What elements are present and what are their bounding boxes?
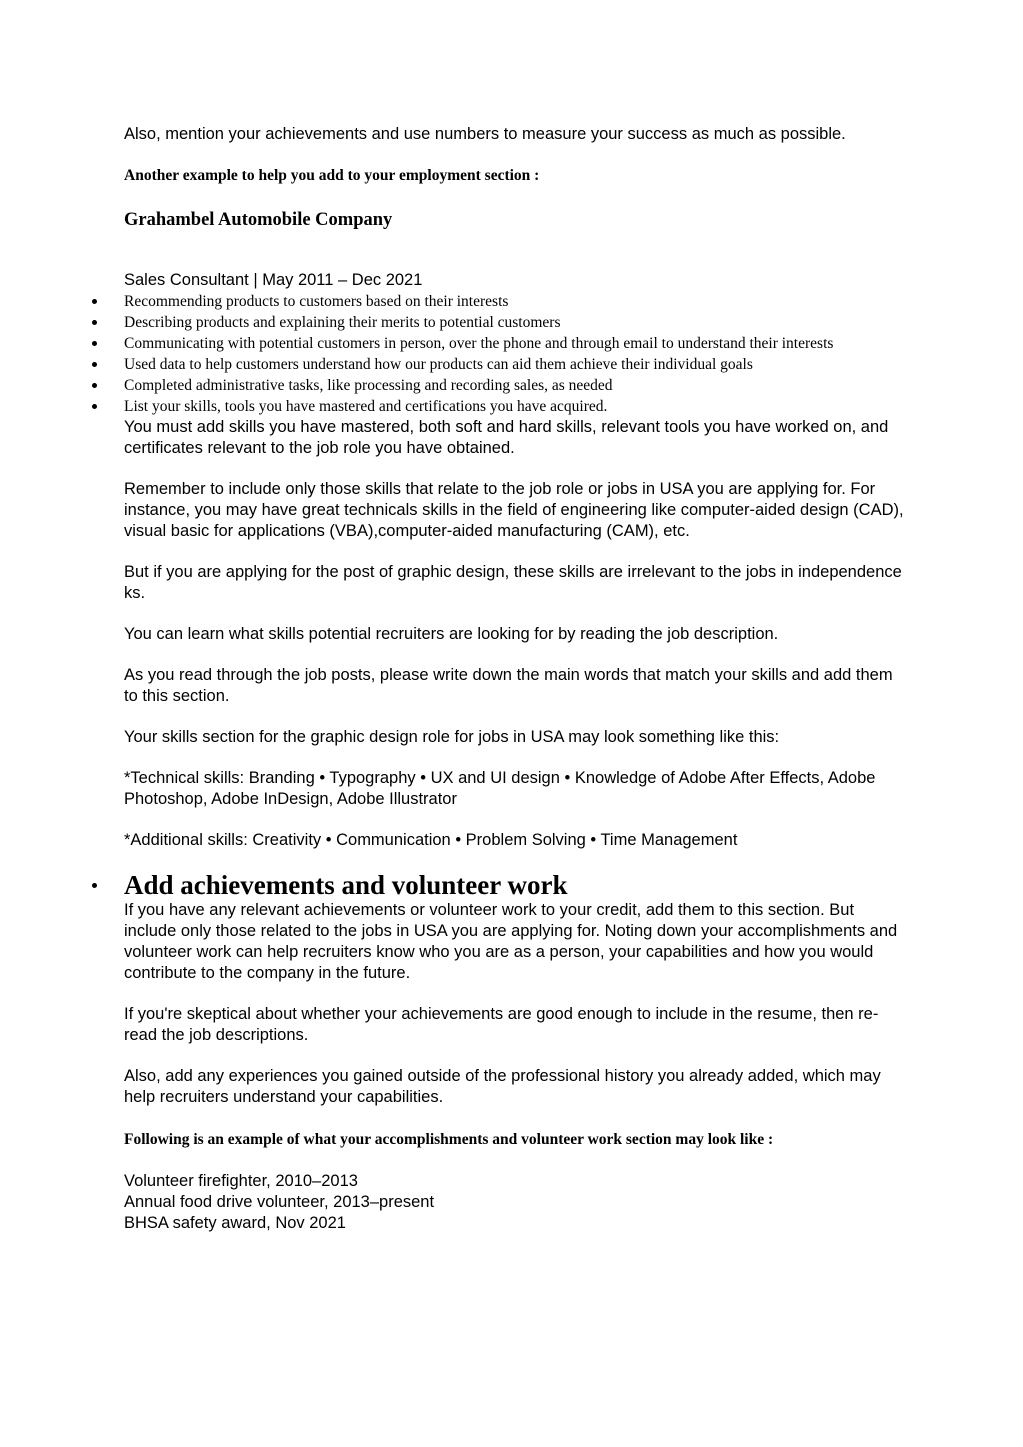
bullet-icon [92,404,97,409]
list-item: List your skills, tools you have mastered and certifications you have acquired. [124,396,904,417]
list-item: Completed administrative tasks, like processing and recording sales, as needed [124,375,904,396]
accomplishments-example-heading: Following is an example of what your accomplishments and volunteer work section may look like : [124,1131,774,1148]
duties-list [124,291,904,417]
bullet-icon [92,383,97,388]
achievements-heading: Add achievements and volunteer work [124,870,904,900]
skills-paragraph: Remember to include only those skills that relate to the job role or jobs in USA you are applying for. For instance, you may have great technicals skills in the field of engineering like computer-aided design (CAD), visual basic for applications (VBA),computer-aided manufacturing (CAM), etc. [124,480,904,540]
list-item: Volunteer firefighter, 2010–2013 [124,1172,358,1190]
list-item: Recommending products to customers based on their interests [124,291,904,312]
role-line: Sales Consultant | May 2011 – Dec 2021 [124,271,423,289]
company-name: Grahambel Automobile Company [124,210,393,230]
skills-paragraph: As you read through the job posts, please write down the main words that match your skills and add them to this section. [124,666,893,705]
list-item: Communicating with potential customers in person, over the phone and through email to understand their interests [124,333,904,354]
achievements-paragraph: Also, add any experiences you gained outside of the professional history you already added, which may help recruiters understand your capabilities. [124,1067,881,1106]
bullet-icon [92,883,97,888]
document-page [124,124,904,1234]
bullet-icon [92,320,97,325]
list-item: Used data to help customers understand how our products can aid them achieve their individual goals [124,354,904,375]
list-item: BHSA safety award, Nov 2021 [124,1214,346,1232]
additional-skills: *Additional skills: Creativity • Communication • Problem Solving • Time Management [124,831,738,849]
skills-paragraph: Your skills section for the graphic design role for jobs in USA may look something like this: [124,728,780,746]
achievements-paragraph: If you have any relevant achievements or volunteer work to your credit, add them to this section. But include only those related to the jobs in USA you are applying for. Noting down your accomplishments and volunteer work can help recruiters know who you are as a person, your capabilities and how you would contribute to the company in the future. [124,901,898,982]
bullet-icon [92,299,97,304]
list-item: Annual food drive volunteer, 2013–present [124,1193,435,1211]
bullet-icon [92,341,97,346]
skills-paragraph: You can learn what skills potential recruiters are looking for by reading the job description. [124,625,779,643]
skills-paragraph: You must add skills you have mastered, both soft and hard skills, relevant tools you have worked on, and certificates relevant to the job role you have obtained. [124,418,889,457]
list-item: Describing products and explaining their merits to potential customers [124,312,904,333]
skills-paragraph: But if you are applying for the post of graphic design, these skills are irrelevant to the jobs in independence ks. [124,563,902,602]
technical-skills: *Technical skills: Branding • Typography • UX and UI design • Knowledge of Adobe After Effects, Adobe Photoshop, Adobe InDesign, Adobe Illustrator [124,769,876,808]
achievements-paragraph: If you're skeptical about whether your achievements are good enough to include in the resume, then re-read the job descriptions. [124,1005,879,1044]
bullet-icon [92,362,97,367]
employment-example-heading: Another example to help you add to your employment section : [124,167,540,184]
achievements-note: Also, mention your achievements and use numbers to measure your success as much as possible. [124,125,846,143]
